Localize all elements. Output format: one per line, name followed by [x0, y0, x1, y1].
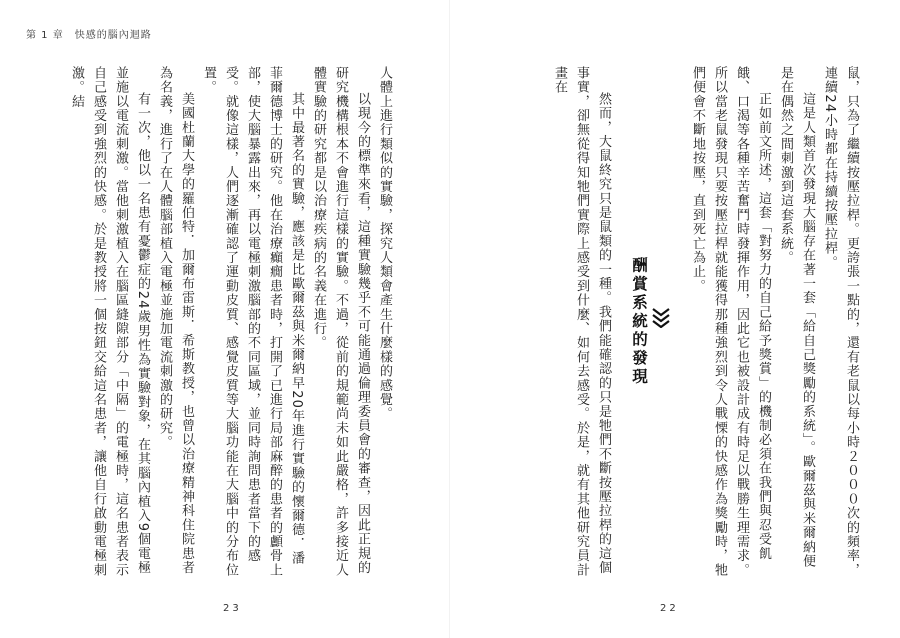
chevron-triple-icon	[650, 306, 672, 328]
paragraph: 美國杜蘭大學的羅伯特．加爾布雷斯．希斯教授，也曾以治療精神科住院患者為名義，進行了在人體腦部植入電極並施加電流刺激的研究。	[157, 66, 194, 575]
paragraph: 其中最著名的實驗，應該是比歐爾茲與米爾納早20年進行實驗的懷爾德．潘菲爾德博士的研究。他在治療癲癇患者時，打開了已進行局部麻醉的患者的顱骨上部，使大腦暴露出來，再以電極刺激腦部的不同區域，並同時詢問患者當下的感受。就像這樣，人們逐漸確認了運動皮質、感覺皮質等大腦功能在大腦中的分布位置。	[201, 66, 304, 578]
page-number-left: 23	[223, 603, 242, 614]
paragraph: 以現今的標準來看，這種實驗幾乎不可能通過倫理委員會的審查，因此正規的研究機構根本不會進行這樣的實驗。不過，從前的規範尚未如此嚴格，許多接近人體實驗的研究都是以治療疾病的名義在進行。	[311, 66, 370, 578]
paragraph: 鼠，只為了繼續按壓拉桿。更誇張一點的，還有老鼠以每小時２０００次的頻率，連續24小時都在持續按壓拉桿。	[822, 66, 859, 578]
paragraph: 正如前文所述，這套「對努力的自己給予獎賞」的機制必須在我們與忍受飢餓、口渴等各種辛苦奮鬥時發揮作用，因此它也被設計成有時足以戰勝生理需求。所以當老鼠發現只要按壓拉桿就能獲得那種強烈到令人戰慄的快感作為獎勵時，牠們便會不斷地按壓，直到死亡為止。	[690, 66, 771, 578]
paragraph: 然而，大鼠終究只是鼠類的一種。我們能確認的只是牠們不斷按壓拉桿的這個事實，卻無從得知牠們實際上感受到什麼、如何去感受。於是，就有其他研究員計畫在	[552, 66, 611, 578]
paragraph: 有一次，他以一名患有憂鬱症的24歲男性為實驗對象，在其腦內植入9個電極並施以電流刺激。當他刺激植入在腦區縫隙部分「中隔」的電極時，這名患者表示自己感受到強烈的快感。於是教授將一個按鈕交給這名患者，讓他自行啟動電極刺激。結	[69, 66, 150, 578]
left-page-text	[55, 66, 395, 578]
gutter-divider	[449, 0, 450, 638]
paragraph: 人體上進行類似的實驗，探究人類會產生什麼樣的感覺。	[377, 66, 392, 421]
page-number-right: 22	[660, 603, 679, 614]
paragraph: 這是人類首次發現大腦存在著一套「給自己獎勵的系統」。歐爾茲與米爾納便是在偶然之間刺激到這套系統。	[778, 66, 815, 569]
section-heading-text: 酬賞系統的發現	[630, 257, 648, 387]
section-heading	[628, 66, 672, 578]
running-head: 第 1 章 快感的腦內迴路	[26, 30, 152, 41]
right-page-text	[488, 66, 862, 578]
